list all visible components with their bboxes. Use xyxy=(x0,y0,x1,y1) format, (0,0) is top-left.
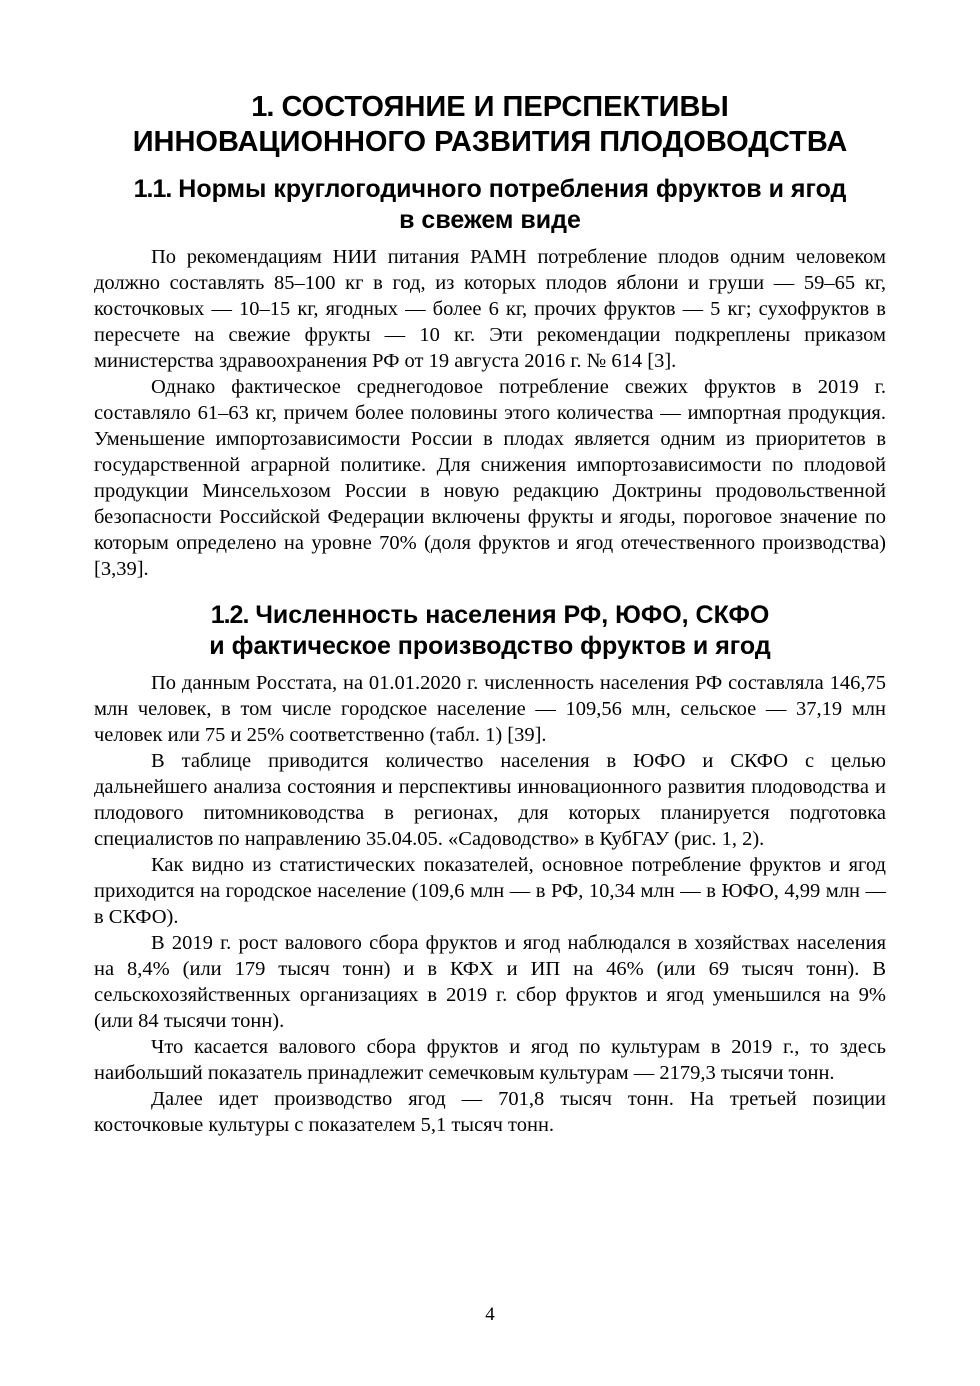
document-page xyxy=(94,90,886,1138)
chapter-title-line-2: ИННОВАЦИОННОГО РАЗВИТИЯ ПЛОДОВОДСТВА xyxy=(132,126,848,158)
section-1-number: 1.1. xyxy=(133,175,172,203)
page-number: 4 xyxy=(485,1304,495,1325)
section-2-paragraph-5: Что касается валового сбора фруктов и ягод по культурам в 2019 г., то здесь наибольший показатель принадлежит семечковым культурам — 2179,3 тысячи тонн. xyxy=(94,1036,886,1084)
section-1-paragraph-2: Однако фактическое среднегодовое потребление свежих фруктов в 2019 г. составляло 61–63 кг, причем более половины этого количества — импортная продукция. Уменьшение импортозависимости России в плодах является одним из приоритетов в государственной аграрной политике. Для снижения импортозависимости по плодовой продукции Минсельхозом России в новую редакцию Доктрины продовольственной безопасности Российской Федерации включены фрукты и ягоды, пороговое значение по которым определено на уровне 70% (доля фруктов и ягод отечественного производства) [3,39]. xyxy=(94,376,886,580)
section-2-paragraph-2: В таблице приводится количество населения в ЮФО и СКФО с целью дальнейшего анализа состояния и перспективы инновационного развития плодоводства и плодового питомниководства в регионах, для которых планируется подготовка специалистов по направлению 35.04.05. «Садоводство» в КубГАУ (рис. 1, 2). xyxy=(94,750,886,850)
section-2-paragraph-4: В 2019 г. рост валового сбора фруктов и ягод наблюдался в хозяйствах населения на 8,4% (или 179 тысяч тонн) и в КФХ и ИП на 46% (или 69 тысяч тонн). В сельскохозяйственных организациях в 2019 г. сбор фруктов и ягод уменьшился на 9% (или 84 тысячи тонн). xyxy=(94,932,886,1032)
section-2-title-line-1 xyxy=(94,600,886,631)
section-2-title-text-1: Численность населения РФ, ЮФО, СКФО xyxy=(255,601,770,629)
chapter-title xyxy=(94,90,886,160)
section-1-title xyxy=(94,174,886,236)
chapter-title-line-1 xyxy=(94,90,886,125)
chapter-title-text-1: СОСТОЯНИЕ И ПЕРСПЕКТИВЫ xyxy=(281,91,729,123)
section-2-paragraph-3: Как видно из статистических показателей, основное потребление фруктов и ягод приходится на городское население (109,6 млн — в РФ, 10,34 млн — в ЮФО, 4,99 млн — в СКФО). xyxy=(94,854,886,928)
section-2-title xyxy=(94,600,886,662)
chapter-number: 1. xyxy=(251,91,274,123)
section-1-title-line-2: в свежем виде xyxy=(399,206,581,234)
section-2-number: 1.2. xyxy=(210,601,249,629)
section-1-paragraph-1: По рекомендациям НИИ питания РАМН потребление плодов одним человеком должно составлять 85–100 кг в год, из которых плодов яблони и груши — 59–65 кг, косточковых — 10–15 кг, ягодных — более 6 кг, прочих фруктов — 5 кг; сухофруктов в пересчете на свежие фрукты — 10 кг. Эти рекомендации подкреплены приказом министерства здравоохранения РФ от 19 августа 2016 г. № 614 [3]. xyxy=(94,246,886,372)
section-1-title-line-1 xyxy=(94,174,886,205)
section-2-title-line-2: и фактическое производство фруктов и ягод xyxy=(209,632,771,660)
section-1-title-text-1: Нормы круглогодичного потребления фруктов и ягод xyxy=(178,175,847,203)
section-2-paragraph-1: По данным Росстата, на 01.01.2020 г. численность населения РФ составляла 146,75 млн человек, в том числе городское население — 109,56 млн, сельское — 37,19 млн человек или 75 и 25% соответственно (табл. 1) [39]. xyxy=(94,672,886,746)
section-2-paragraph-6: Далее идет производство ягод — 701,8 тысяч тонн. На третьей позиции косточковые культуры с показателем 5,1 тысяч тонн. xyxy=(94,1088,886,1136)
